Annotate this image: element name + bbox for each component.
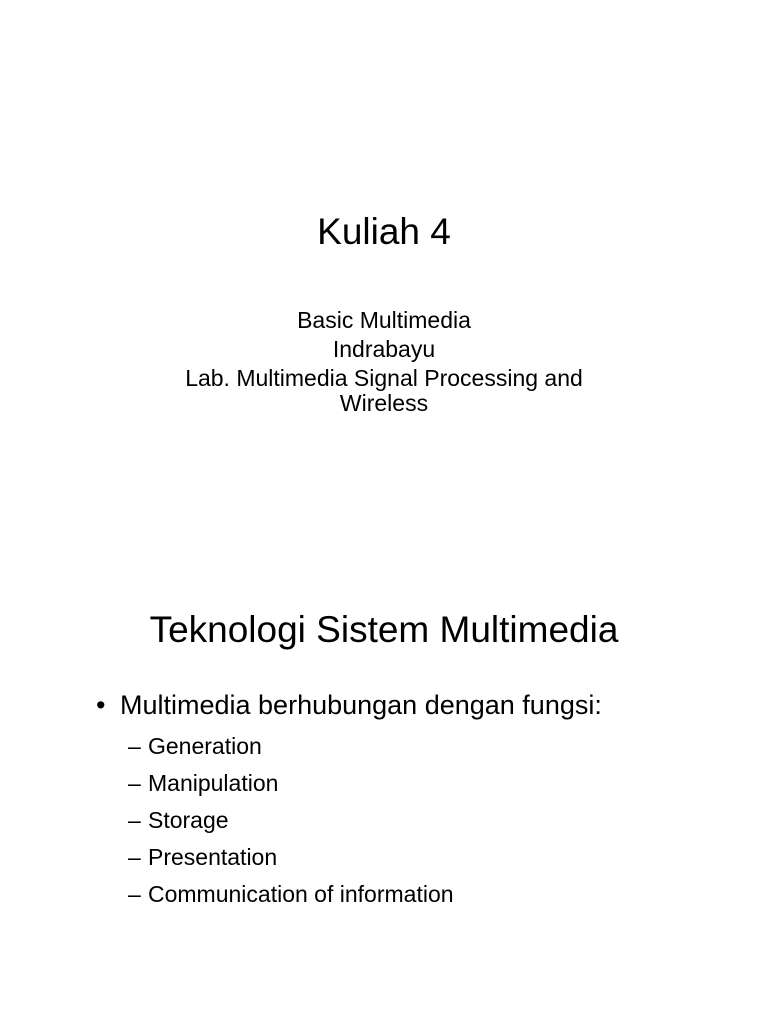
bullet-item	[96, 688, 602, 722]
dash-mark: –	[128, 733, 141, 759]
slide-1-title: Kuliah 4	[317, 211, 451, 252]
sub-item-text: Manipulation	[148, 770, 279, 796]
sub-item-generation	[128, 728, 454, 765]
sub-item-communication	[128, 876, 454, 913]
sub-list	[128, 728, 454, 913]
subtitle-line-course: Basic Multimedia	[297, 307, 471, 333]
sub-item-manipulation	[128, 765, 454, 802]
dash-mark: –	[128, 881, 141, 907]
sub-item-text: Generation	[148, 733, 262, 759]
subtitle-line-lab: Lab. Multimedia Signal Processing and	[185, 365, 583, 391]
dash-mark: –	[128, 807, 141, 833]
bullet-text: Multimedia berhubungan dengan fungsi:	[120, 690, 602, 720]
dash-mark: –	[128, 844, 141, 870]
subtitle-line-lab-cont: Wireless	[339, 390, 429, 416]
subtitle-line-author: Indrabayu	[332, 336, 436, 362]
dash-mark: –	[128, 770, 141, 796]
sub-item-text: Communication of information	[148, 881, 454, 907]
sub-item-storage	[128, 802, 454, 839]
sub-item-presentation	[128, 839, 454, 876]
slide-2-title: Teknologi Sistem Multimedia	[149, 609, 619, 650]
bullet-mark: •	[96, 690, 106, 720]
slide-2	[0, 512, 768, 1024]
slide-1-subtitle	[0, 306, 768, 414]
sub-item-text: Storage	[148, 807, 229, 833]
sub-item-text: Presentation	[148, 844, 278, 870]
